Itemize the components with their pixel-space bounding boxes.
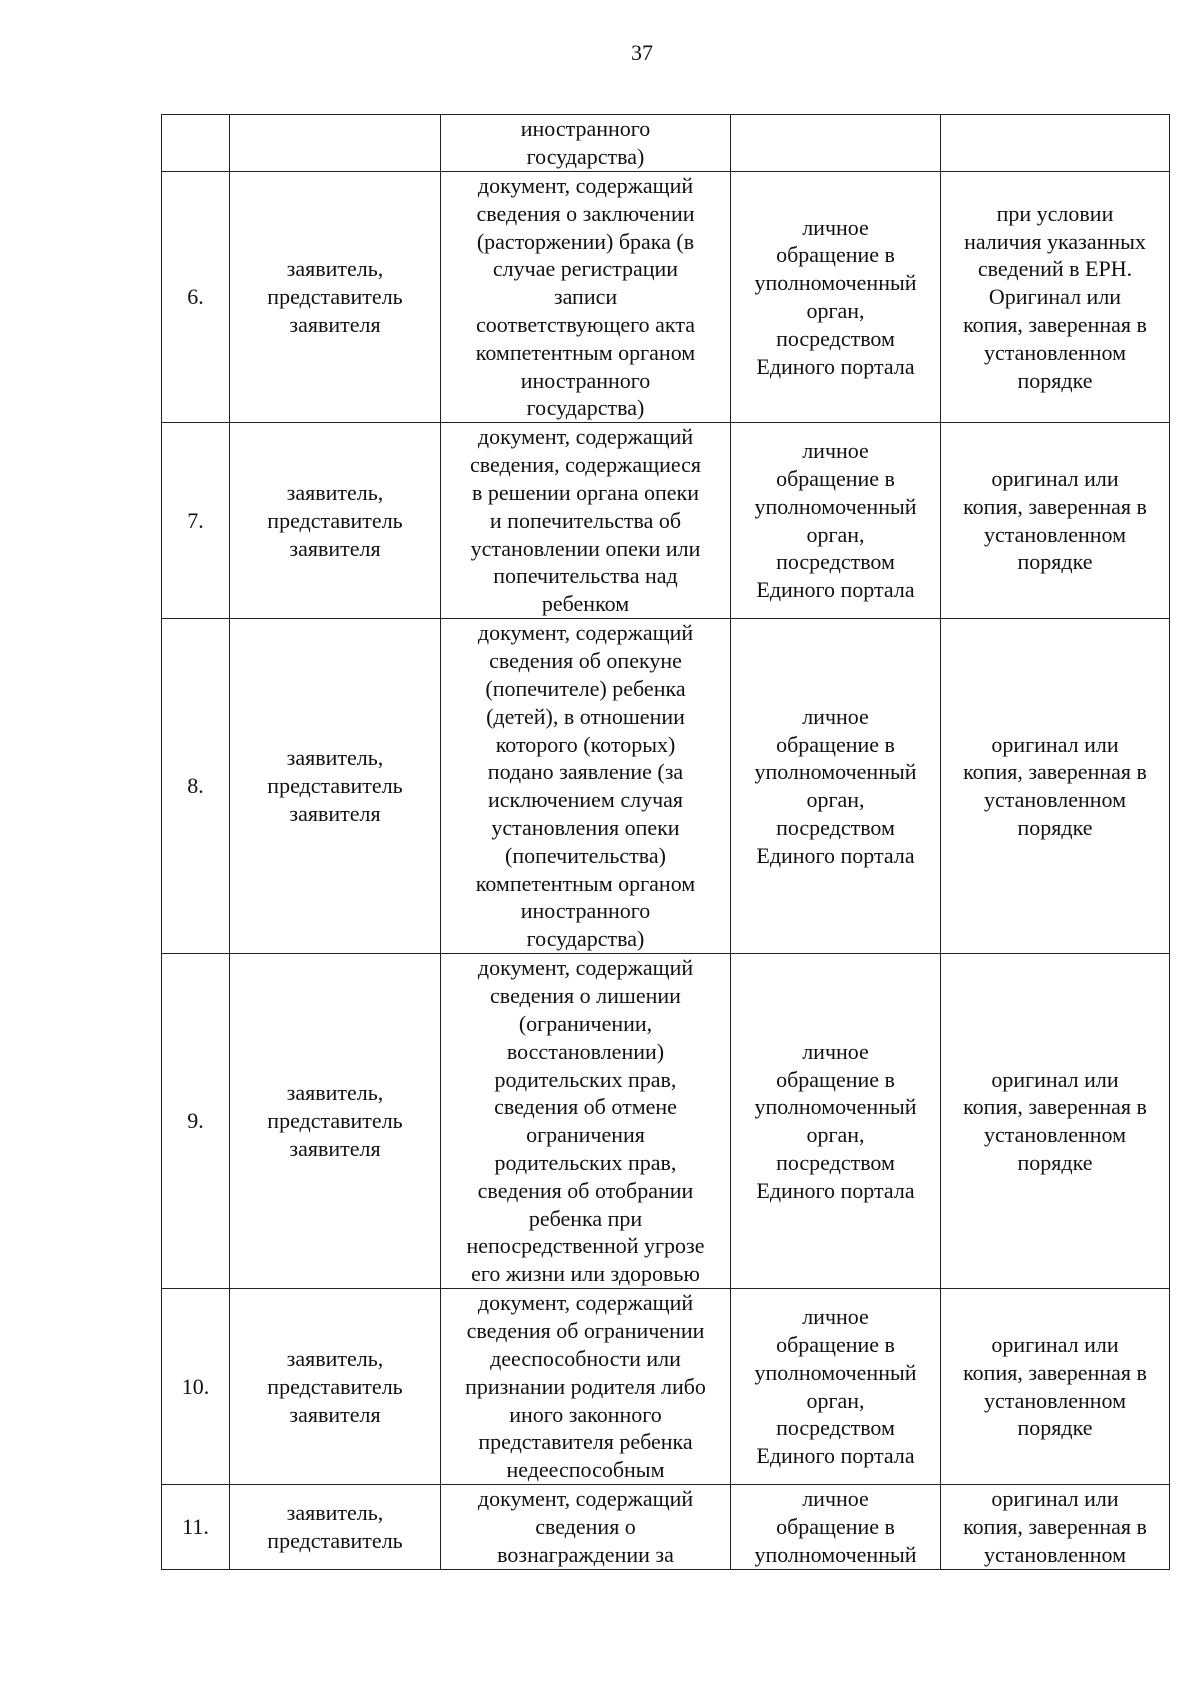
applicant-cell <box>230 1485 441 1569</box>
cell-line: Единого портала <box>756 353 915 379</box>
cell-line: документ, содержащий <box>477 424 694 450</box>
table-row <box>162 1289 1170 1485</box>
cell-line: непосредственной угрозе <box>466 1233 705 1259</box>
note-cell <box>941 172 1170 423</box>
cell-line: обращение в <box>776 242 895 268</box>
cell-line: признании родителя либо <box>465 1373 706 1399</box>
cell-text: 10. <box>181 1373 210 1399</box>
note-cell <box>941 423 1170 619</box>
cell-line: орган, <box>806 521 865 547</box>
note-cell <box>941 1289 1170 1485</box>
cell-line: (попечительства) <box>505 842 666 868</box>
cell-line: его жизни или здоровью <box>471 1261 700 1287</box>
cell-line: посредством <box>776 1415 895 1441</box>
documents-table-body <box>162 115 1170 1570</box>
cell-line: документ, содержащий <box>477 173 694 198</box>
cell-line: обращение в <box>776 731 895 757</box>
cell-text: 8. <box>187 773 204 799</box>
cell-line: при условии <box>996 200 1114 226</box>
cell-line: порядке <box>1017 814 1093 840</box>
cell-text: 11. <box>182 1513 209 1539</box>
document-cell <box>441 1289 731 1485</box>
cell-line: Единого портала <box>756 842 915 868</box>
row-number-cell <box>162 115 230 172</box>
cell-line: заявителя <box>289 1401 381 1427</box>
cell-line: личное <box>802 438 869 464</box>
cell-line: сведения о лишении <box>490 983 681 1009</box>
cell-line: которого (которых) <box>495 731 676 757</box>
table-row <box>162 423 1170 619</box>
cell-line: и попечительства об <box>489 507 682 533</box>
cell-line: заявитель, <box>286 1345 384 1371</box>
applicant-cell <box>230 954 441 1289</box>
cell-line: родительских прав, <box>494 1066 677 1092</box>
cell-line: посредством <box>776 1149 895 1175</box>
submission-method-cell <box>731 954 941 1289</box>
table-row <box>162 1485 1170 1569</box>
cell-line: иного законного <box>509 1401 662 1427</box>
cell-line: орган, <box>806 787 865 813</box>
cell-line: уполномоченный <box>754 1541 917 1567</box>
cell-line: уполномоченный <box>754 270 917 296</box>
document-cell <box>441 1485 731 1569</box>
cell-line: установлении опеки или <box>470 535 701 561</box>
cell-line: установленном <box>983 339 1127 365</box>
cell-line: обращение в <box>776 1066 895 1092</box>
cell-line: попечительства над <box>493 563 678 589</box>
cell-text: 9. <box>187 1108 204 1134</box>
cell-line: копия, заверенная в <box>963 311 1147 337</box>
cell-line: подано заявление (за <box>487 759 684 785</box>
cell-line: представитель <box>267 773 403 799</box>
cell-line: сведения об опекуне <box>489 648 682 674</box>
cell-line: представитель <box>267 1527 403 1553</box>
cell-line: ограничения <box>526 1122 645 1148</box>
cell-text: 7. <box>187 507 204 533</box>
cell-line: сведения об ограничении <box>466 1318 705 1344</box>
cell-line: личное <box>802 1038 869 1064</box>
document-cell <box>441 115 731 172</box>
cell-line: (попечителе) ребенка <box>485 675 686 701</box>
cell-line: копия, заверенная в <box>963 759 1147 785</box>
row-number-cell <box>162 954 230 1289</box>
cell-line: заявитель, <box>286 479 384 505</box>
cell-line: установленном <box>983 787 1127 813</box>
submission-method-cell <box>731 172 941 423</box>
note-cell <box>941 115 1170 172</box>
cell-line: Единого портала <box>756 1443 915 1469</box>
cell-line: в решении органа опеки <box>471 479 699 505</box>
cell-line: государства) <box>526 395 645 421</box>
cell-line: представитель <box>267 507 403 533</box>
cell-line: личное <box>802 1486 869 1512</box>
cell-line: сведения об отобрании <box>477 1177 694 1203</box>
cell-line: заявитель, <box>286 1500 384 1526</box>
cell-line: (ограничении, <box>518 1010 653 1036</box>
cell-line: оригинал или <box>991 731 1119 757</box>
cell-line: оригинал или <box>991 1486 1119 1512</box>
cell-line: порядке <box>1017 1415 1093 1441</box>
cell-line: иностранного <box>520 898 651 924</box>
applicant-cell <box>230 172 441 423</box>
cell-line: документ, содержащий <box>477 1486 694 1512</box>
table-row <box>162 115 1170 172</box>
document-cell <box>441 954 731 1289</box>
applicant-cell <box>230 1289 441 1485</box>
cell-line: заявитель, <box>286 745 384 771</box>
cell-line: обращение в <box>776 1332 895 1358</box>
cell-line: недееспособным <box>506 1457 665 1483</box>
applicant-cell <box>230 115 441 172</box>
cell-line: иностранного <box>520 116 651 142</box>
cell-line: записи <box>553 284 618 310</box>
cell-line: вознаграждении за <box>497 1541 674 1567</box>
cell-line: обращение в <box>776 1513 895 1539</box>
cell-line: (детей), в отношении <box>486 703 685 729</box>
cell-line: представителя ребенка <box>478 1429 693 1455</box>
cell-line: установленном <box>983 521 1127 547</box>
cell-line: установленном <box>983 1541 1127 1567</box>
cell-line: Единого портала <box>756 1177 915 1203</box>
cell-line: восстановлении) <box>506 1038 665 1064</box>
row-number-cell <box>162 172 230 423</box>
cell-line: посредством <box>776 814 895 840</box>
cell-line: наличия указанных <box>964 228 1146 254</box>
cell-line: Оригинал или <box>988 284 1122 310</box>
cell-line: установленном <box>983 1122 1127 1148</box>
table-row <box>162 172 1170 423</box>
row-number-cell <box>162 423 230 619</box>
cell-line: личное <box>802 1304 869 1330</box>
cell-line: компетентным органом <box>475 870 696 896</box>
cell-line: посредством <box>776 325 895 351</box>
applicant-cell <box>230 423 441 619</box>
cell-line: установления опеки <box>491 814 680 840</box>
cell-line: заявителя <box>289 1136 381 1162</box>
cell-line: установленном <box>983 1387 1127 1413</box>
cell-line: личное <box>802 703 869 729</box>
cell-line: оригинал или <box>991 466 1119 492</box>
cell-text: 6. <box>187 284 204 310</box>
cell-line: орган, <box>806 298 865 324</box>
documents-table <box>161 114 1170 1570</box>
cell-line: соответствующего акта <box>476 311 695 337</box>
cell-line: представитель <box>267 1108 403 1134</box>
cell-line: уполномоченный <box>754 1359 917 1385</box>
note-cell <box>941 1485 1170 1569</box>
cell-line: орган, <box>806 1122 865 1148</box>
cell-line: посредством <box>776 549 895 575</box>
cell-line: (расторжении) брака (в <box>476 228 695 254</box>
cell-line: копия, заверенная в <box>963 1513 1147 1539</box>
cell-line: документ, содержащий <box>477 1290 694 1316</box>
submission-method-cell <box>731 115 941 172</box>
cell-line: сведения о <box>535 1513 636 1539</box>
document-cell <box>441 423 731 619</box>
cell-line: заявитель, <box>286 256 384 282</box>
cell-line: представитель <box>267 284 403 310</box>
cell-line: порядке <box>1017 549 1093 575</box>
cell-line: личное <box>802 214 869 240</box>
cell-line: копия, заверенная в <box>963 493 1147 519</box>
cell-line: уполномоченный <box>754 1094 917 1120</box>
cell-line: заявителя <box>289 311 381 337</box>
cell-line: документ, содержащий <box>477 620 694 646</box>
submission-method-cell <box>731 619 941 954</box>
cell-line: порядке <box>1017 1149 1093 1175</box>
cell-line: копия, заверенная в <box>963 1359 1147 1385</box>
cell-line: ребенком <box>541 591 630 617</box>
row-number-cell <box>162 1289 230 1485</box>
cell-line: сведений в ЕРН. <box>977 256 1133 282</box>
row-number-cell <box>162 619 230 954</box>
cell-line: представитель <box>267 1373 403 1399</box>
submission-method-cell <box>731 1289 941 1485</box>
cell-line: Единого портала <box>756 577 915 603</box>
cell-line: родительских прав, <box>494 1149 677 1175</box>
cell-line: заявителя <box>289 535 381 561</box>
cell-line: обращение в <box>776 466 895 492</box>
cell-line: случае регистрации <box>492 256 679 282</box>
cell-line: документ, содержащий <box>477 955 694 981</box>
cell-line: уполномоченный <box>754 759 917 785</box>
cell-line: сведения, содержащиеся <box>469 452 702 478</box>
cell-line: оригинал или <box>991 1332 1119 1358</box>
page-number: 37 <box>631 40 653 65</box>
cell-line: государства) <box>526 144 645 169</box>
cell-line: сведения о заключении <box>476 200 695 226</box>
cell-line: сведения об отмене <box>494 1094 677 1120</box>
document-cell <box>441 619 731 954</box>
cell-line: исключением случая <box>487 787 684 813</box>
row-number-cell <box>162 1485 230 1569</box>
applicant-cell <box>230 619 441 954</box>
cell-line: дееспособности или <box>490 1345 681 1371</box>
document-cell <box>441 172 731 423</box>
cell-line: порядке <box>1017 367 1093 393</box>
cell-line: оригинал или <box>991 1066 1119 1092</box>
cell-line: заявителя <box>289 801 381 827</box>
cell-line: заявитель, <box>286 1080 384 1106</box>
cell-line: иностранного <box>520 367 651 393</box>
submission-method-cell <box>731 423 941 619</box>
cell-line: копия, заверенная в <box>963 1094 1147 1120</box>
cell-line: компетентным органом <box>475 339 696 365</box>
table-row <box>162 619 1170 954</box>
table-row <box>162 954 1170 1289</box>
cell-line: орган, <box>806 1387 865 1413</box>
submission-method-cell <box>731 1485 941 1569</box>
note-cell <box>941 954 1170 1289</box>
cell-line: уполномоченный <box>754 493 917 519</box>
cell-line: государства) <box>526 926 645 952</box>
cell-line: ребенка при <box>528 1205 643 1231</box>
note-cell <box>941 619 1170 954</box>
